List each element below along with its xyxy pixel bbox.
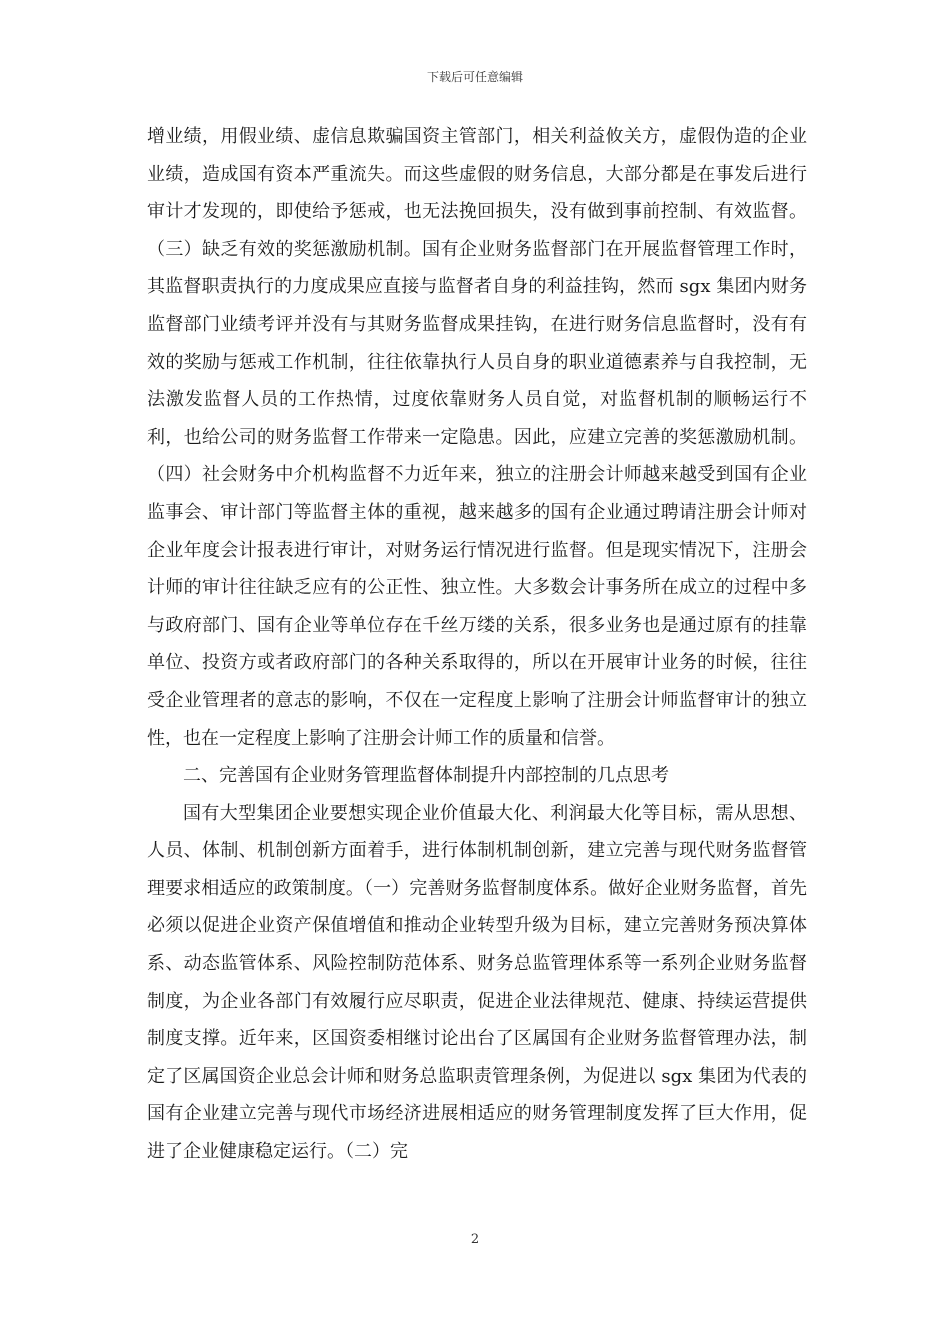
- paragraph: 国有大型集团企业要想实现企业价值最大化、利润最大化等目标，需从思想、人员、体制、机制创新方面着手，进行体制机制创新，建立完善与现代财务监督管理要求相适应的政策制度。（一）完善财务监督制度体系。做好企业财务监督，首先必须以促进企业资产保值增值和推动企业转型升级为目标，建立完善财务预决算体系、动态监管体系、风险控制防范体系、财务总监管理体系等一系列企业财务监督制度，为企业各部门有效履行应尽职责，促进企业法律规范、健康、持续运营提供制度支撑。近年来，区国资委相继讨论出台了区属国有企业财务监督管理办法，制定了区属国资企业总会计师和财务总监职责管理条例，为促进以 sgx 集团为代表的国有企业建立完善与现代市场经济进展相适应的财务管理制度发挥了巨大作用，促进了企业健康稳定运行。（二）完: [147, 802, 807, 1163]
- document-body: [147, 118, 807, 1171]
- section-heading: 二、完善国有企业财务管理监督体制提升内部控制的几点思考: [183, 765, 669, 787]
- page-header: 下载后可任意编辑: [426, 70, 523, 84]
- paragraph-continued: 增业绩，用假业绩、虚信息欺骗国资主管部门，相关利益攸关方，虚假伪造的企业业绩，造成国有资本严重流失。而这些虚假的财务信息，大部分都是在事发后进行审计才发现的，即使给予惩戒，也无法挽回损失，没有做到事前控制、有效监督。（三）缺乏有效的奖惩激励机制。国有企业财务监督部门在开展监督管理工作时，其监督职责执行的力度成果应直接与监督者自身的利益挂钩，然而 sgx 集团内财务监督部门业绩考评并没有与其财务监督成果挂钩，在进行财务信息监督时，没有有效的奖励与惩戒工作机制，往往依靠执行人员自身的职业道德素养与自我控制，无法激发监督人员的工作热情，过度依靠财务人员自觉，对监督机制的顺畅运行不利，也给公司的财务监督工作带来一定隐患。因此，应建立完善的奖惩激励机制。（四）社会财务中介机构监督不力近年来，独立的注册会计师越来越受到国有企业监事会、审计部门等监督主体的重视，越来越多的国有企业通过聘请注册会计师对企业年度会计报表进行审计，对财务运行情况进行监督。但是现实情况下，注册会计师的审计往往缺乏应有的公正性、独立性。大多数会计事务所在成立的过程中多与政府部门、国有企业等单位存在千丝万缕的关系，很多业务也是通过原有的挂靠单位、投资方或者政府部门的各种关系取得的，所以在开展审计业务的时候，往往受企业管理者的意志的影响，不仅在一定程度上影响了注册会计师监督审计的独立性，也在一定程度上影响了注册会计师工作的质量和信誉。: [147, 126, 807, 749]
- page-number: 2: [470, 1232, 480, 1247]
